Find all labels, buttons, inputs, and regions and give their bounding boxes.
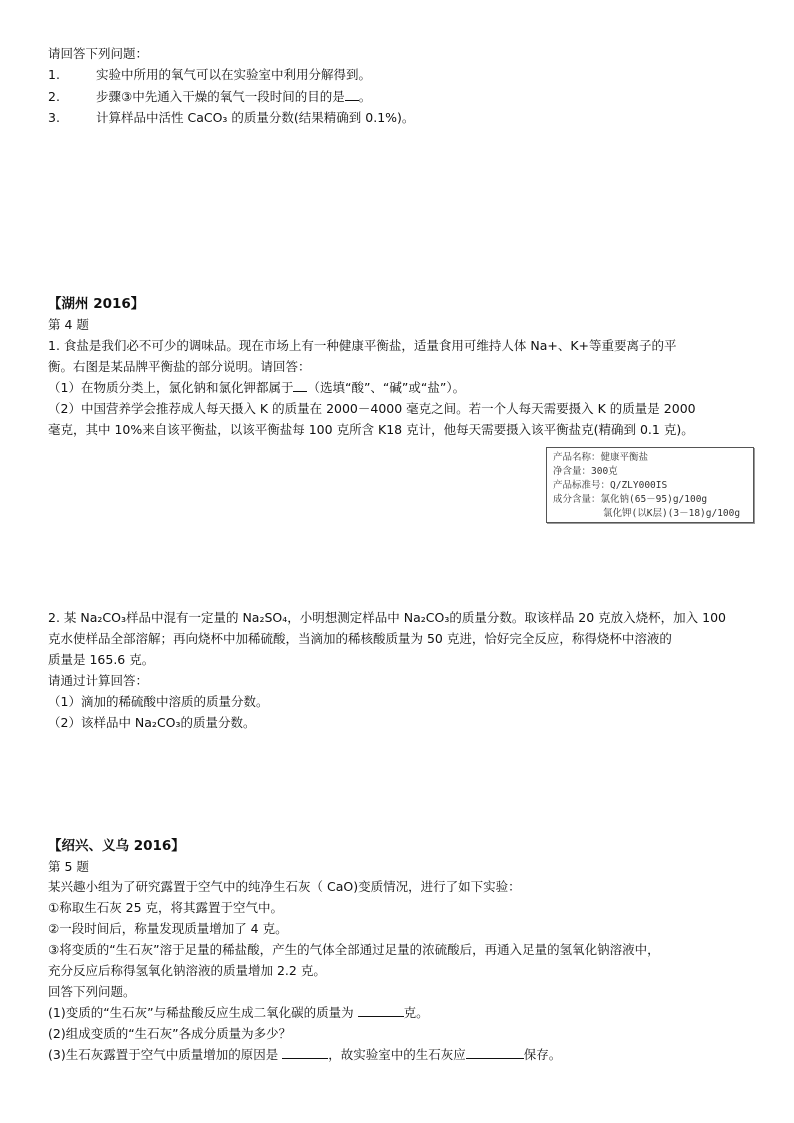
item-text-end: 。 [358, 89, 372, 104]
item-text: 计算样品中活性 CaCO₃ 的质量分数(结果精确到 0.1%)。 [96, 110, 415, 125]
sub-question-text-end: （选填“酸”、“碱”或“盐”）。 [307, 380, 466, 395]
sub-question-2-cont: 毫克，其中 10%来自该平衡盐，以该平衡盐每 100 克所含 K18 克计，他每天需要摄入该平衡盐克(精确到 0.1 克)。 [48, 422, 694, 437]
problem-step-1: ①称取生石灰 25 克，将其露置于空气中。 [48, 900, 284, 915]
question-1-item-2 [48, 87, 371, 107]
sub-question-text-end: 克。 [403, 1005, 429, 1020]
question-1-item-1 [48, 65, 371, 85]
question-number: 第 4 题 [48, 317, 89, 332]
item-number: 2. [48, 89, 60, 104]
answer-blank [466, 1046, 524, 1059]
problem-2-text: 克水使样品全部溶解；再向烧杯中加稀硫酸，当滴加的稀核酸质量为 50 克进，恰好完全反应，称得烧杯中溶液的 [48, 631, 672, 646]
sub-question-2: （2）该样品中 Na₂CO₃的质量分数。 [48, 715, 256, 730]
sub-question-1: （1）滴加的稀硫酸中溶质的质量分数。 [48, 694, 269, 709]
label-line: 氯化钾(以K层)(3－18)g/100g [603, 508, 741, 519]
item-text: 实验中所用的氧气可以在实验室中利用分解得到。 [96, 67, 372, 82]
sub-question-1 [48, 1003, 429, 1023]
sub-question-3 [48, 1045, 561, 1065]
problem-step-3: ③将变质的“生石灰”溶于足量的稀盐酸，产生的气体全部通过足量的浓硫酸后，再通入足量的氢氧化钠溶液中， [48, 942, 660, 957]
answer-blank [282, 1046, 328, 1059]
label-line: 产品标准号：Q/ZLY000IS [553, 480, 668, 491]
label-line: 净含量：300克 [553, 466, 618, 477]
problem-2-text: 请通过计算回答： [48, 673, 149, 688]
sub-question-text-mid: ，故实验室中的生石灰应 [328, 1047, 466, 1062]
problem-text: 衡。右图是某品牌平衡盐的部分说明。请回答： [48, 359, 311, 374]
sub-question-2: （2）中国营养学会推荐成人每天摄入 K 的质量在 2000－4000 毫克之间。若一个人每天需要摄入 K 的质量是 2000 [48, 401, 696, 416]
item-number: 1. [48, 67, 60, 82]
sub-question-text-end: 保存。 [523, 1047, 562, 1062]
sub-question-text: （1）在物质分类上，氯化钠和氯化钾都属于 [48, 380, 294, 395]
sub-question-2: (2)组成变质的“生石灰”各成分质量为多少？ [48, 1026, 292, 1041]
answer-blank [358, 1004, 404, 1017]
label-line: 成分含量：氯化钠(65－95)g/100g [553, 494, 708, 505]
item-number: 3. [48, 110, 60, 125]
sub-question-text: (1)变质的“生石灰”与稀盐酸反应生成二氧化碳的质量为 [48, 1005, 358, 1020]
product-label-image [546, 447, 754, 523]
answer-blank [293, 379, 307, 392]
problem-step-3-cont: 充分反应后称得氢氧化钠溶液的质量增加 2.2 克。 [48, 963, 326, 978]
item-text: 步骤③中先通入干燥的氧气一段时间的目的是 [96, 89, 345, 104]
question-number: 第 5 题 [48, 859, 89, 874]
problem-text: 某兴趣小组为了研究露置于空气中的纯净生石灰（ CaO)变质情况，进行了如下实验： [48, 879, 521, 894]
sub-question-text: (3)生石灰露置于空气中质量增加的原因是 [48, 1047, 283, 1062]
answer-blank [345, 88, 359, 101]
section-heading-shaoxing: 【绍兴、义乌 2016】 [48, 838, 185, 854]
label-line: 产品名称：健康平衡盐 [553, 452, 649, 463]
intro-text: 请回答下列问题： [48, 46, 149, 61]
answer-prompt: 回答下列问题。 [48, 984, 136, 999]
problem-text: 1. 食盐是我们必不可少的调味品。现在市场上有一种健康平衡盐，适量食用可维持人体 Na+、K+等重要离子的平 [48, 338, 677, 353]
problem-step-2: ②一段时间后，称量发现质量增加了 4 克。 [48, 921, 288, 936]
question-1-item-3 [48, 108, 414, 128]
sub-question-1 [48, 378, 465, 398]
problem-2-text: 2. 某 Na₂CO₃样品中混有一定量的 Na₂SO₄，小明想测定样品中 Na₂CO₃的质量分数。取该样品 20 克放入烧杯，加入 100 [48, 610, 727, 625]
problem-2-text: 质量是 165.6 克。 [48, 652, 155, 667]
section-heading-huzhou: 【湖州 2016】 [48, 296, 145, 312]
